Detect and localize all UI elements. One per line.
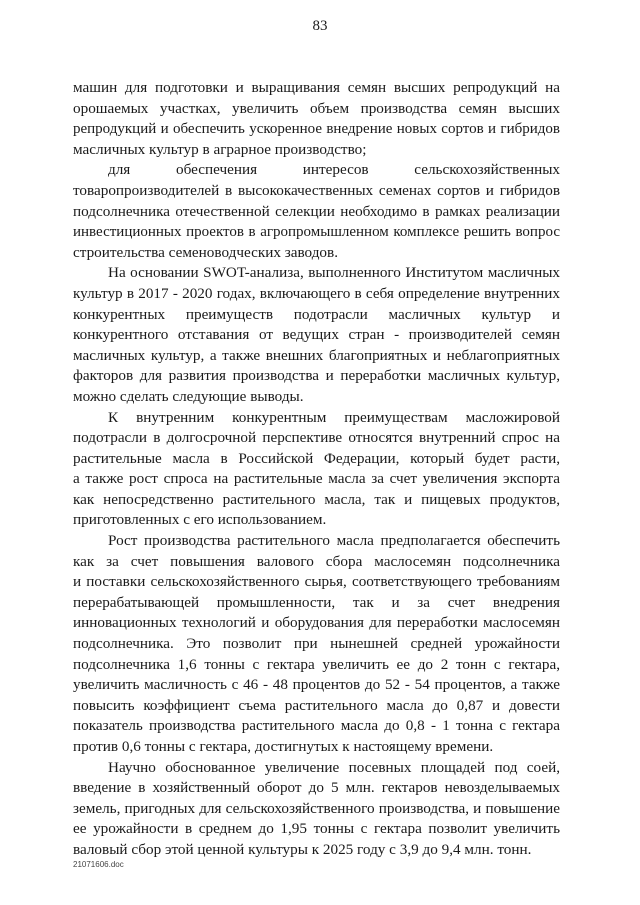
text-line: К внутренним конкурентным преимуществам масложировой <box>108 408 560 426</box>
paragraph <box>73 160 560 263</box>
document-filename: 21071606.doc <box>73 860 124 869</box>
text-line: можно сделать следующие выводы. <box>73 387 304 405</box>
text-line: как за счет повышения валового сбора маслосемян подсолнечника <box>73 552 560 570</box>
text-line: конкурентных преимуществ подотрасли масличных культур и <box>73 305 560 323</box>
text-line: а также рост спроса на растительные масла за счет увеличения экспорта <box>73 470 560 488</box>
paragraph <box>73 408 560 532</box>
text-line: растительные масла в Российской Федерации, который будет расти, <box>73 449 560 467</box>
text-line: факторов для развития производства и переработки масличных культур, <box>73 367 560 385</box>
text-line: валовый сбор этой ценной культуры к 2025 году с 3,9 до 9,4 млн. тонн. <box>73 840 532 858</box>
text-line: товаропроизводителей в высококачественных семенах сортов и гибридов <box>73 181 560 199</box>
text-line: показатель производства растительного масла до 0,8 - 1 тонна с гектара <box>73 717 560 735</box>
paragraph <box>73 78 560 160</box>
text-line: введение в хозяйственный оборот до 5 млн. гектаров невозделываемых <box>73 779 560 797</box>
text-line: для обеспечения интересов сельскохозяйственных <box>108 161 560 179</box>
text-line: против 0,6 тонны с гектара, достигнутых к настоящему времени. <box>73 738 494 755</box>
text-line: строительства семеноводческих заводов. <box>73 243 338 261</box>
text-line: Рост производства растительного масла предполагается обеспечить <box>108 532 560 550</box>
text-line: масличных культур в аграрное производство; <box>73 140 367 158</box>
text-line: приготовленных с его использованием. <box>73 511 327 529</box>
text-line: орошаемых участках, увеличить объем производства семян высших <box>73 99 560 117</box>
text-line: инновационных технологий и оборудования для переработки маслосемян <box>73 614 560 632</box>
paragraph <box>73 758 560 861</box>
text-line: масличных культур, а также внешних благоприятных и неблагоприятных <box>73 346 560 364</box>
text-line: подотрасли в долгосрочной перспективе относятся внутренний спрос на <box>73 429 560 447</box>
paragraph <box>73 263 560 407</box>
text-line: и поставки сельскохозяйственного сырья, соответствующего требованиям <box>73 573 560 591</box>
text-line: машин для подготовки и выращивания семян высших репродукций на <box>73 79 560 96</box>
text-line: подсолнечника. Это позволит при нынешней средней урожайности <box>73 635 560 653</box>
text-line: культур в 2017 - 2020 годах, включающего в себя определение внутренних <box>73 284 560 302</box>
text-line: земель, пригодных для сельскохозяйственного производства, и повышение <box>73 799 560 817</box>
text-line: увеличить масличность с 46 - 48 процентов до 52 - 54 процентов, а также <box>73 676 560 694</box>
text-line: конкурентного отставания от ведущих стран - производителей семян <box>73 326 560 344</box>
document-body <box>73 78 560 861</box>
text-line: подсолнечника 1,6 тонны с гектара увеличить ее до 2 тонн с гектара, <box>73 655 560 673</box>
text-line: перерабатывающей промышленности, так и за счет внедрения <box>73 593 560 611</box>
text-line: повысить коэффициент съема растительного масла до 0,87 и довести <box>73 696 560 714</box>
text-line: инвестиционных проектов в агропромышленном комплексе решить вопрос <box>73 224 560 241</box>
text-line: На основании SWOT-анализа, выполненного Институтом масличных <box>108 264 560 282</box>
paragraph <box>73 531 560 758</box>
text-line: как непосредственно растительного масла, так и пищевых продуктов, <box>73 490 560 508</box>
text-line: подсолнечника отечественной селекции необходимо в рамках реализации <box>73 202 560 220</box>
text-line: Научно обоснованное увеличение посевных площадей под соей, <box>108 758 560 776</box>
page-number: 83 <box>312 18 328 34</box>
text-line: репродукций и обеспечить ускоренное внедрение новых сортов и гибридов <box>73 121 560 138</box>
text-line: ее урожайности в среднем до 1,95 тонны с гектара позволит увеличить <box>73 820 560 838</box>
